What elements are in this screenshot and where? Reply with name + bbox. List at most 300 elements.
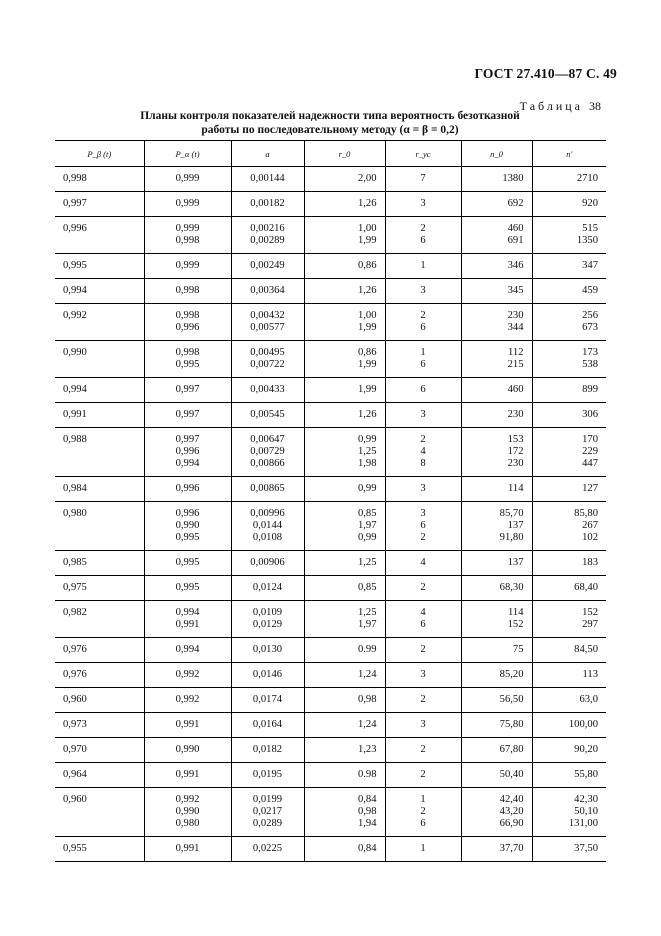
cell-n-prime [532, 837, 606, 862]
cell-ruc-value: 6 [420, 619, 426, 630]
col-header-a: a [231, 141, 304, 167]
cell-n0-value: 68,30 [499, 582, 524, 593]
cell-n-prime [532, 763, 606, 788]
cell-ruc-value: 3 [420, 483, 426, 494]
cell-r0-value: 0,98 [357, 694, 377, 705]
cell-p-alpha [144, 378, 231, 403]
cell-n-prime [532, 254, 606, 279]
cell-p-alpha-value: 0,991 [175, 843, 200, 854]
cell-r0 [304, 378, 385, 403]
cell-n0-value: 85,70 [499, 508, 524, 519]
cell-p-alpha [144, 763, 231, 788]
cell-r0-value: 0,99 [357, 532, 377, 543]
cell-a-value: 0,0129 [252, 619, 283, 630]
cell-p-alpha [144, 167, 231, 192]
cell-r0-value: 1,99 [357, 322, 377, 333]
cell-r0 [304, 279, 385, 304]
cell-p-alpha-value: 0,997 [175, 384, 200, 395]
table-row [55, 551, 606, 576]
cell-a-value: 0,00545 [250, 409, 285, 420]
cell-a [231, 341, 304, 378]
cell-a-value: 0,0130 [252, 644, 283, 655]
cell-n-prime-value: 42,30 [574, 794, 598, 805]
cell-n-prime-value: 102 [582, 532, 598, 543]
cell-ruc [385, 167, 461, 192]
cell-ruc-value: 2 [420, 582, 426, 593]
cell-p-beta: 0,960 [55, 688, 144, 713]
cell-p-beta: 0,992 [55, 304, 144, 341]
cell-n0-value: 50,40 [499, 769, 524, 780]
cell-ruc-value: 6 [420, 818, 426, 829]
cell-ruc-value: 1 [420, 843, 426, 854]
cell-a [231, 428, 304, 477]
cell-a-value: 0,0146 [252, 669, 283, 680]
cell-p-beta: 0,996 [55, 217, 144, 254]
cell-p-alpha-value: 0,992 [175, 694, 200, 705]
cell-p-alpha-value: 0,996 [175, 483, 200, 494]
cell-n0-value: 66,90 [499, 818, 524, 829]
cell-ruc-value: 2 [420, 223, 426, 234]
cell-ruc [385, 279, 461, 304]
cell-a-value: 0,00906 [250, 557, 285, 568]
cell-n0-value: 114 [508, 607, 524, 618]
cell-p-beta: 0,988 [55, 428, 144, 477]
cell-p-alpha-value: 0,998 [175, 285, 200, 296]
cell-n0-value: 172 [507, 446, 524, 457]
cell-n0-value: 137 [507, 557, 524, 568]
cell-p-beta: 0,975 [55, 576, 144, 601]
cell-n-prime-value: 85,80 [574, 508, 598, 519]
cell-p-beta: 0,964 [55, 763, 144, 788]
table-row [55, 192, 606, 217]
cell-n0 [461, 378, 532, 403]
cell-r0-value: 0,85 [357, 582, 377, 593]
table-row [55, 688, 606, 713]
cell-n0-value: 75,80 [499, 719, 524, 730]
cell-p-alpha-value: 0,995 [175, 557, 200, 568]
cell-n0 [461, 738, 532, 763]
cell-a-value: 0,0199 [252, 794, 283, 805]
cell-p-beta: 0,998 [55, 167, 144, 192]
cell-p-alpha [144, 551, 231, 576]
cell-p-alpha-value: 0,980 [175, 818, 200, 829]
cell-p-alpha-value: 0,994 [175, 458, 200, 469]
cell-r0-value: 0,84 [357, 843, 377, 854]
cell-n-prime [532, 502, 606, 551]
cell-p-beta: 0,973 [55, 713, 144, 738]
cell-r0 [304, 713, 385, 738]
cell-a-value: 0,00432 [250, 310, 285, 321]
cell-n0-value: 230 [507, 458, 524, 469]
cell-n0-value: 56,50 [499, 694, 524, 705]
cell-r0-value: 0,98 [357, 806, 377, 817]
cell-r0 [304, 477, 385, 502]
cell-p-alpha [144, 638, 231, 663]
cell-n0-value: 346 [507, 260, 524, 271]
cell-ruc [385, 576, 461, 601]
cell-n0 [461, 304, 532, 341]
cell-a [231, 502, 304, 551]
cell-r0 [304, 576, 385, 601]
cell-n-prime-value: 170 [582, 434, 598, 445]
cell-p-beta: 0,960 [55, 788, 144, 837]
table-body [55, 167, 606, 862]
cell-n-prime-value: 84,50 [574, 644, 598, 655]
cell-p-alpha [144, 304, 231, 341]
cell-a-value: 0,00729 [250, 446, 285, 457]
cell-n0 [461, 601, 532, 638]
col-header-n0: n_0 [461, 141, 532, 167]
table-row [55, 378, 606, 403]
cell-p-alpha-value: 0,999 [175, 198, 200, 209]
cell-a [231, 638, 304, 663]
cell-n-prime-value: 37,50 [574, 843, 598, 854]
cell-a [231, 217, 304, 254]
cell-p-beta: 0,985 [55, 551, 144, 576]
cell-ruc [385, 378, 461, 403]
cell-n0-value: 230 [507, 310, 524, 321]
table-row [55, 713, 606, 738]
cell-n-prime [532, 304, 606, 341]
cell-n0-value: 1380 [502, 173, 524, 184]
cell-n-prime-value: 90,20 [574, 744, 598, 755]
cell-r0-value: 1,25 [357, 446, 377, 457]
cell-p-alpha [144, 713, 231, 738]
cell-n-prime-value: 50,10 [574, 806, 598, 817]
cell-p-alpha-value: 0,996 [175, 446, 200, 457]
cell-r0 [304, 688, 385, 713]
cell-n-prime-value: 229 [582, 446, 598, 457]
cell-p-alpha-value: 0,998 [175, 347, 200, 358]
cell-n-prime-value: 538 [582, 359, 598, 370]
cell-p-alpha [144, 341, 231, 378]
cell-n-prime [532, 428, 606, 477]
cell-n0-value: 153 [507, 434, 524, 445]
cell-p-beta: 0,976 [55, 638, 144, 663]
cell-ruc-value: 3 [420, 285, 426, 296]
cell-n0-value: 42,40 [499, 794, 524, 805]
cell-n-prime [532, 167, 606, 192]
col-header-p-alpha: P_α (t) [144, 141, 231, 167]
cell-p-alpha-value: 0,999 [175, 173, 200, 184]
cell-a-value: 0,0174 [252, 694, 283, 705]
cell-r0-value: 1,25 [357, 557, 377, 568]
cell-n-prime [532, 403, 606, 428]
cell-n-prime-value: 55,80 [574, 769, 598, 780]
cell-ruc [385, 788, 461, 837]
cell-n0 [461, 837, 532, 862]
cell-a-value: 0,00866 [250, 458, 285, 469]
cell-ruc [385, 601, 461, 638]
table-row [55, 663, 606, 688]
cell-n-prime [532, 638, 606, 663]
cell-p-alpha-value: 0,998 [175, 235, 200, 246]
cell-ruc [385, 428, 461, 477]
cell-r0-value: 1,26 [357, 409, 377, 420]
cell-p-beta: 0,982 [55, 601, 144, 638]
cell-n0 [461, 688, 532, 713]
reliability-plans-table [55, 140, 606, 862]
cell-a-value: 0,00647 [250, 434, 285, 445]
cell-n0 [461, 428, 532, 477]
cell-ruc-value: 2 [420, 434, 426, 445]
cell-r0-value: 1,99 [357, 235, 377, 246]
cell-r0-value: 2,00 [357, 173, 377, 184]
cell-r0-value: 0,86 [357, 260, 377, 271]
cell-a-value: 0,00364 [250, 285, 285, 296]
cell-r0-value: 1,25 [357, 607, 377, 618]
cell-p-beta: 0,990 [55, 341, 144, 378]
cell-a-value: 0,0289 [252, 818, 283, 829]
cell-r0-value: 1,26 [357, 285, 377, 296]
cell-a [231, 713, 304, 738]
cell-n0 [461, 576, 532, 601]
cell-n0 [461, 502, 532, 551]
cell-a [231, 378, 304, 403]
cell-ruc-value: 1 [420, 260, 426, 271]
cell-a-value: 0,00144 [250, 173, 285, 184]
cell-n0 [461, 403, 532, 428]
table-title [110, 109, 550, 137]
cell-ruc [385, 738, 461, 763]
cell-n0-value: 460 [507, 223, 524, 234]
cell-n-prime [532, 601, 606, 638]
cell-n-prime [532, 663, 606, 688]
cell-a-value: 0,0109 [252, 607, 283, 618]
table-row [55, 738, 606, 763]
cell-n0-value: 345 [507, 285, 524, 296]
cell-ruc [385, 192, 461, 217]
cell-ruc-value: 3 [420, 409, 426, 420]
cell-n-prime-value: 113 [582, 669, 598, 680]
cell-n-prime-value: 447 [582, 458, 598, 469]
cell-n-prime [532, 788, 606, 837]
cell-r0 [304, 304, 385, 341]
cell-a [231, 279, 304, 304]
table-row [55, 502, 606, 551]
cell-r0-value: 0.98 [357, 769, 377, 780]
cell-r0 [304, 837, 385, 862]
cell-n0-value: 43,20 [499, 806, 524, 817]
cell-n-prime [532, 217, 606, 254]
cell-a-value: 0,0108 [252, 532, 283, 543]
cell-p-alpha-value: 0,999 [175, 260, 200, 271]
cell-n-prime [532, 688, 606, 713]
cell-r0 [304, 788, 385, 837]
table-row [55, 403, 606, 428]
cell-n0-value: 91,80 [499, 532, 524, 543]
cell-p-alpha-value: 0,992 [175, 794, 200, 805]
table-header-row [55, 141, 606, 167]
cell-n-prime [532, 738, 606, 763]
cell-n-prime-value: 63,0 [579, 694, 598, 705]
cell-a [231, 688, 304, 713]
cell-n0-value: 67,80 [499, 744, 524, 755]
cell-ruc-value: 3 [420, 198, 426, 209]
cell-p-alpha-value: 0,996 [175, 322, 200, 333]
cell-ruc-value: 6 [420, 359, 426, 370]
cell-r0-value: 1,00 [357, 223, 377, 234]
cell-a [231, 403, 304, 428]
cell-p-beta: 0,994 [55, 378, 144, 403]
cell-a [231, 837, 304, 862]
cell-p-alpha-value: 0,999 [175, 223, 200, 234]
cell-n-prime-value: 267 [582, 520, 598, 531]
cell-ruc [385, 837, 461, 862]
cell-n0 [461, 341, 532, 378]
table-row [55, 576, 606, 601]
cell-r0-value: 1,99 [357, 384, 377, 395]
cell-ruc-value: 3 [420, 719, 426, 730]
cell-p-alpha-value: 0,994 [175, 644, 200, 655]
cell-ruc [385, 663, 461, 688]
cell-p-alpha-value: 0,991 [175, 769, 200, 780]
cell-p-alpha [144, 192, 231, 217]
table-row [55, 837, 606, 862]
cell-r0-value: 1,26 [357, 198, 377, 209]
cell-n0-value: 230 [507, 409, 524, 420]
cell-r0-value: 0,84 [357, 794, 377, 805]
cell-a-value: 0,0217 [252, 806, 283, 817]
cell-n-prime-value: 2710 [576, 173, 598, 184]
cell-p-alpha [144, 254, 231, 279]
cell-p-alpha-value: 0,990 [175, 744, 200, 755]
cell-ruc-value: 2 [420, 694, 426, 705]
cell-n0-value: 152 [507, 619, 524, 630]
cell-r0-value: 0,99 [357, 483, 377, 494]
cell-a [231, 192, 304, 217]
col-header-ruc: r_уc [385, 141, 461, 167]
cell-r0-value: 1,24 [357, 719, 377, 730]
cell-a-value: 0,00865 [250, 483, 285, 494]
cell-n-prime-value: 673 [582, 322, 598, 333]
cell-p-alpha-value: 0,995 [175, 359, 200, 370]
cell-a-value: 0,00182 [250, 198, 285, 209]
cell-p-alpha-value: 0,992 [175, 669, 200, 680]
cell-ruc-value: 2 [420, 769, 426, 780]
cell-n-prime-value: 306 [582, 409, 598, 420]
cell-n0-value: 215 [507, 359, 524, 370]
cell-ruc-value: 3 [420, 508, 426, 519]
cell-r0 [304, 167, 385, 192]
cell-n-prime-value: 68,40 [574, 582, 598, 593]
cell-ruc-value: 8 [420, 458, 426, 469]
cell-p-alpha [144, 502, 231, 551]
table-label-word: Таблица [519, 99, 583, 113]
cell-n0-value: 137 [507, 520, 524, 531]
cell-n-prime-value: 173 [582, 347, 598, 358]
table-title-line-1: Планы контроля показателей надежности типа вероятность безотказной [140, 110, 520, 122]
cell-ruc [385, 217, 461, 254]
cell-r0-value: 1,23 [357, 744, 377, 755]
cell-r0-value: 1,97 [357, 619, 377, 630]
cell-a-value: 0,00249 [250, 260, 285, 271]
col-header-n-prime: n′ [532, 141, 606, 167]
cell-ruc-value: 2 [420, 310, 426, 321]
cell-p-beta: 0,991 [55, 403, 144, 428]
cell-r0-value: 0.99 [357, 644, 377, 655]
cell-n-prime [532, 713, 606, 738]
cell-a [231, 763, 304, 788]
table-row [55, 788, 606, 837]
cell-r0 [304, 638, 385, 663]
table-row [55, 341, 606, 378]
cell-a [231, 576, 304, 601]
cell-p-beta: 0,984 [55, 477, 144, 502]
cell-n0 [461, 713, 532, 738]
cell-n0 [461, 763, 532, 788]
table-title-line-2: работы по последовательному методу (α = β = 0,2) [201, 124, 459, 136]
cell-a-value: 0,00577 [250, 322, 285, 333]
table-row [55, 477, 606, 502]
table-row [55, 428, 606, 477]
cell-r0 [304, 192, 385, 217]
cell-n-prime [532, 279, 606, 304]
cell-ruc-value: 4 [420, 557, 426, 568]
cell-n0 [461, 279, 532, 304]
cell-a-value: 0,0182 [252, 744, 283, 755]
cell-r0 [304, 254, 385, 279]
cell-ruc-value: 1 [420, 794, 426, 805]
cell-n0-value: 112 [508, 347, 524, 358]
cell-a-value: 0,0164 [252, 719, 283, 730]
cell-ruc-value: 6 [420, 520, 426, 531]
cell-ruc [385, 713, 461, 738]
cell-a [231, 663, 304, 688]
cell-n-prime-value: 1350 [576, 235, 598, 246]
cell-p-alpha [144, 788, 231, 837]
cell-p-alpha-value: 0,991 [175, 619, 200, 630]
cell-p-alpha-value: 0,998 [175, 310, 200, 321]
cell-p-alpha-value: 0,990 [175, 806, 200, 817]
cell-r0 [304, 502, 385, 551]
cell-a-value: 0,0124 [252, 582, 283, 593]
cell-r0 [304, 403, 385, 428]
cell-n-prime-value: 347 [582, 260, 598, 271]
cell-ruc [385, 688, 461, 713]
cell-a-value: 0,00495 [250, 347, 285, 358]
cell-a-value: 0,00289 [250, 235, 285, 246]
cell-n-prime-value: 100,00 [568, 719, 598, 730]
cell-p-alpha [144, 738, 231, 763]
cell-r0-value: 1,94 [357, 818, 377, 829]
cell-n0-value: 114 [508, 483, 524, 494]
cell-a-value: 0,0144 [252, 520, 283, 531]
cell-ruc-value: 4 [420, 607, 426, 618]
cell-n0-value: 344 [507, 322, 524, 333]
cell-r0-value: 1,98 [357, 458, 377, 469]
cell-n0 [461, 663, 532, 688]
cell-p-alpha [144, 217, 231, 254]
cell-r0 [304, 763, 385, 788]
cell-ruc [385, 502, 461, 551]
cell-p-beta: 0,997 [55, 192, 144, 217]
cell-n-prime-value: 899 [582, 384, 598, 395]
cell-a [231, 304, 304, 341]
cell-n0-value: 692 [507, 198, 524, 209]
cell-ruc-value: 6 [420, 384, 426, 395]
cell-n-prime-value: 459 [582, 285, 598, 296]
cell-a-value: 0,00722 [250, 359, 285, 370]
col-header-r0: r_0 [304, 141, 385, 167]
cell-n-prime-value: 152 [582, 607, 598, 618]
cell-ruc [385, 341, 461, 378]
cell-ruc [385, 551, 461, 576]
cell-r0 [304, 217, 385, 254]
cell-p-alpha [144, 428, 231, 477]
cell-n-prime [532, 378, 606, 403]
cell-r0 [304, 551, 385, 576]
